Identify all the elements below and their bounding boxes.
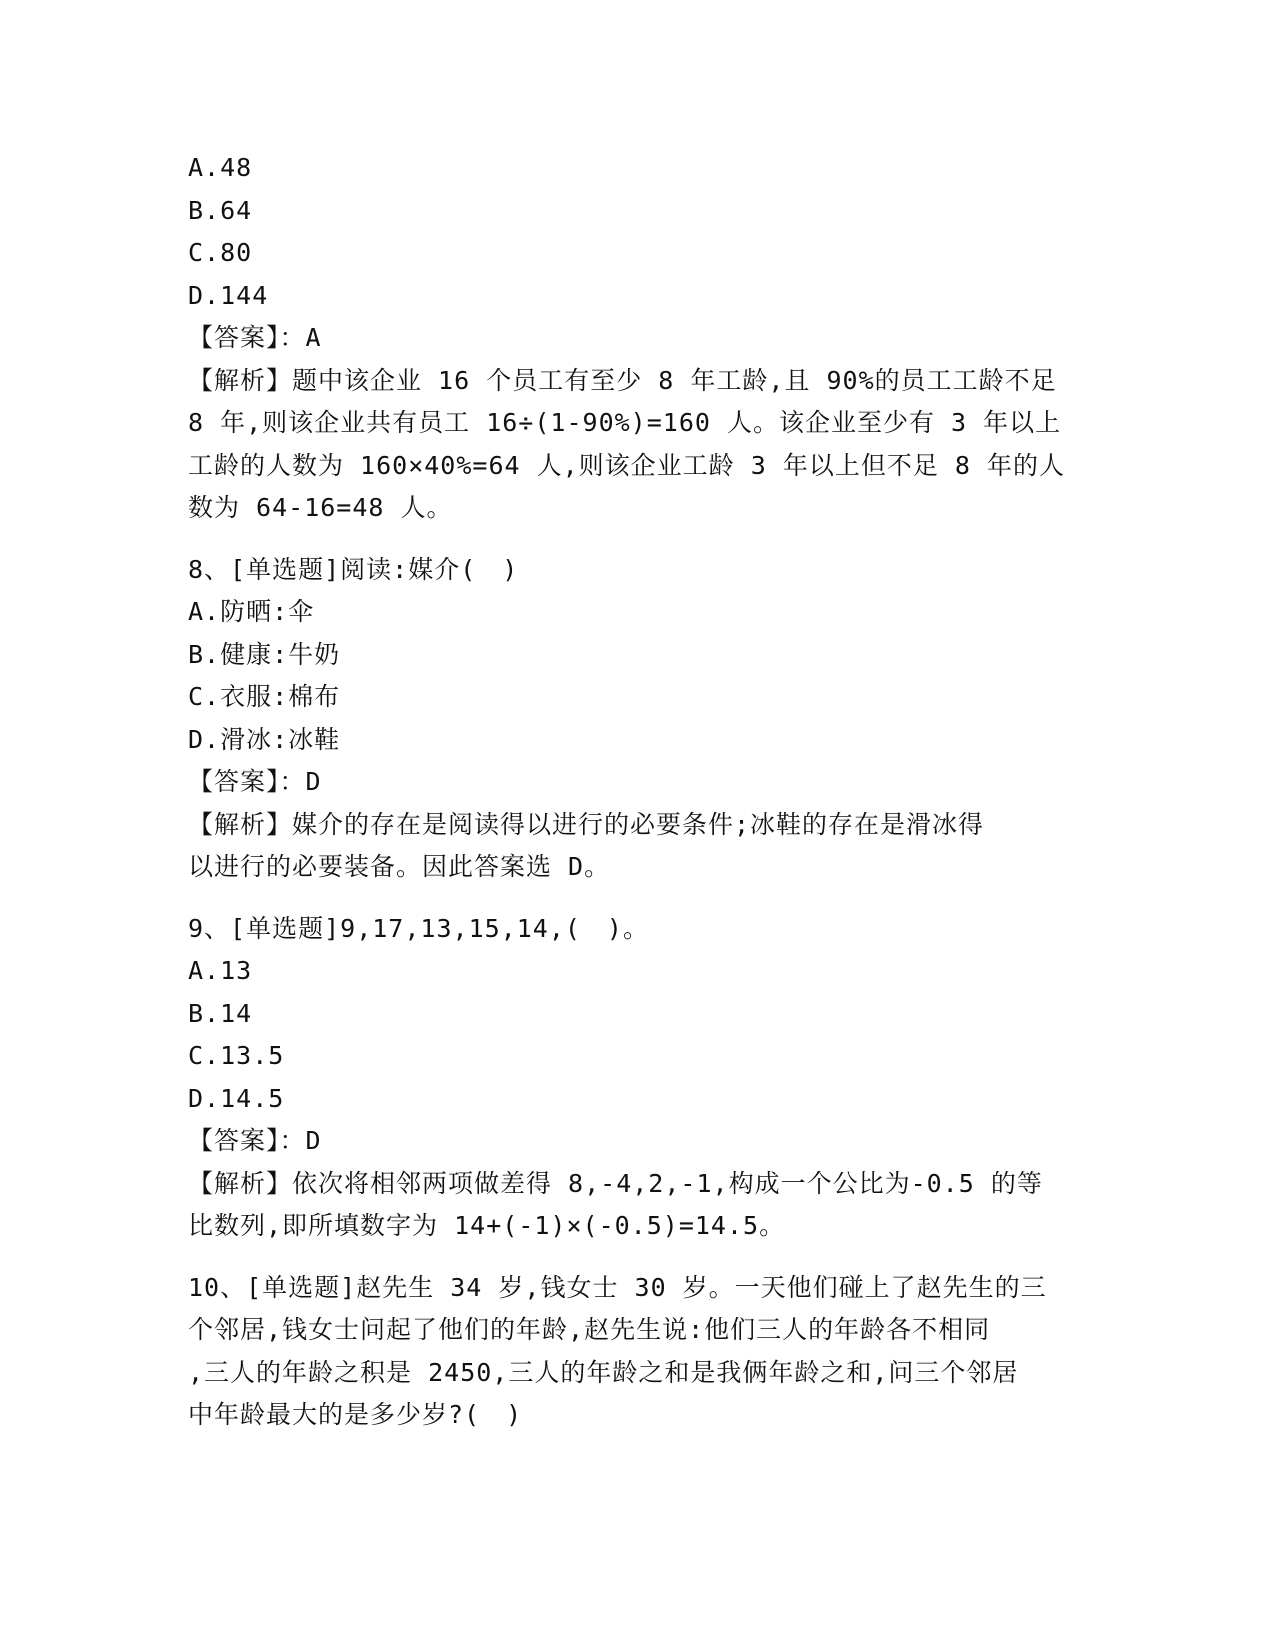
- option-d: D.14.5: [188, 1083, 285, 1113]
- analysis-line: 比数列,即所填数字为 14+(-1)×(-0.5)=14.5。: [188, 1211, 786, 1240]
- spacer: [188, 1248, 1088, 1267]
- document-page: [188, 147, 1088, 1437]
- question-stem-line: ,三人的年龄之积是 2450,三人的年龄之和是我俩年龄之和,问三个邻居: [188, 1357, 1019, 1387]
- question-7-block: [188, 147, 1088, 530]
- question-stem-line: 个邻居,钱女士问起了他们的年龄,赵先生说:他们三人的年龄各不相同: [188, 1315, 991, 1344]
- analysis-line: 数为 64-16=48 人。: [188, 493, 453, 522]
- option-d: D.144: [188, 280, 269, 310]
- option-a: A.13: [188, 956, 253, 985]
- option-d: D.滑冰:冰鞋: [188, 724, 341, 754]
- analysis-line: 8 年,则该企业共有员工 16÷(1-90%)=160 人。该企业至少有 3 年以上: [188, 408, 1062, 437]
- option-a: A.防晒:伞: [188, 597, 315, 626]
- question-stem-line: 中年龄最大的是多少岁?( ): [188, 1400, 523, 1429]
- option-c: C.衣服:棉布: [188, 682, 341, 711]
- answer-line: 【答案】：A: [188, 323, 322, 352]
- question-10-block: [188, 1267, 1088, 1437]
- question-9-block: [188, 908, 1088, 1248]
- option-c: C.80: [188, 238, 253, 267]
- answer-line: 【答案】：D: [188, 767, 322, 796]
- question-8-block: [188, 549, 1088, 889]
- analysis-line: 工龄的人数为 160×40%=64 人,则该企业工龄 3 年以上但不足 8 年的人: [188, 450, 1065, 480]
- option-a: A.48: [188, 153, 253, 182]
- spacer: [188, 889, 1088, 908]
- analysis-line: 以进行的必要装备。因此答案选 D。: [188, 852, 611, 881]
- answer-line: 【答案】：D: [188, 1126, 322, 1155]
- option-b: B.64: [188, 195, 253, 225]
- question-stem: 9、[单选题]9,17,13,15,14,( )。: [188, 913, 649, 943]
- spacer: [188, 530, 1088, 549]
- analysis-line: 【解析】题中该企业 16 个员工有至少 8 年工龄,且 90%的员工工龄不足: [188, 365, 1057, 395]
- analysis-line: 【解析】依次将相邻两项做差得 8,-4,2,-1,构成一个公比为-0.5 的等: [188, 1168, 1043, 1198]
- analysis-line: 【解析】媒介的存在是阅读得以进行的必要条件;冰鞋的存在是滑冰得: [188, 809, 985, 839]
- option-b: B.14: [188, 998, 253, 1028]
- option-b: B.健康:牛奶: [188, 639, 341, 669]
- question-stem: 8、[单选题]阅读:媒介( ): [188, 554, 519, 584]
- option-c: C.13.5: [188, 1041, 285, 1070]
- question-stem-line: 10、[单选题]赵先生 34 岁,钱女士 30 岁。一天他们碰上了赵先生的三: [188, 1272, 1047, 1302]
